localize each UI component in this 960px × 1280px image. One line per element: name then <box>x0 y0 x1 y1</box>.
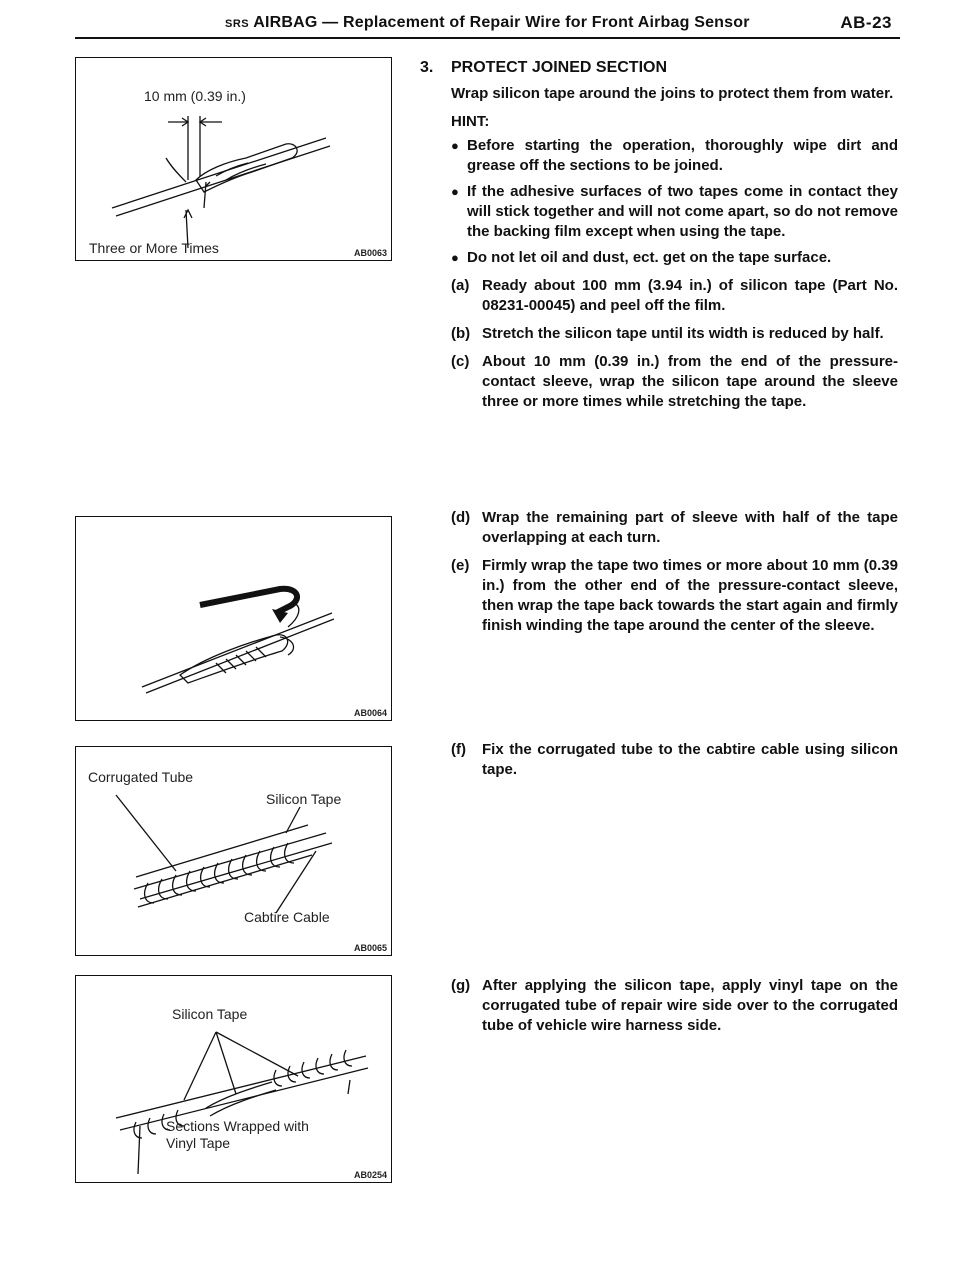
section-title: PROTECT JOINED SECTION <box>451 59 668 76</box>
figure-ab0254 <box>75 975 392 1183</box>
header-title <box>225 14 750 32</box>
times-label: Three or More Times <box>89 240 219 256</box>
step-tag: (b) <box>451 325 471 342</box>
figure-code: AB0063 <box>353 248 387 258</box>
vinyl-tape-label: Vinyl Tape <box>166 1135 231 1151</box>
hint-block <box>451 112 898 268</box>
header-srs: SRS <box>225 18 250 30</box>
figure-code: AB0065 <box>353 943 387 953</box>
page-number: AB-23 <box>840 13 892 32</box>
bullet-dot-icon: ● <box>451 184 459 199</box>
hint-item <box>451 136 898 176</box>
hint-text: Do not let oil and dust, ect. get on the tape surface. <box>467 249 832 266</box>
step-d <box>451 508 898 548</box>
hint-item <box>451 182 898 242</box>
step-b <box>451 324 898 344</box>
step-text: Firmly wrap the tape two times or more about 10 mm (0.39 in.) from the other end of the pressure-contact sleeve, then wrap the tape back towards the start again and firmly finish winding the tape around the center of the sleeve. <box>482 557 898 634</box>
silicon-tape-label: Silicon Tape <box>172 1006 248 1022</box>
step-c <box>451 352 898 412</box>
bullet-dot-icon: ● <box>451 250 459 265</box>
step-text: Fix the corrugated tube to the cabtire cable using silicon tape. <box>482 741 898 778</box>
step-f <box>451 740 898 780</box>
silicon-tape-label: Silicon Tape <box>266 791 342 807</box>
hint-label: HINT: <box>451 113 490 130</box>
instructions-part1 <box>420 58 898 412</box>
step-text: Wrap the remaining part of sleeve with half of the tape overlapping at each turn. <box>482 509 898 546</box>
sections-wrapped-label: Sections Wrapped with <box>166 1118 309 1134</box>
instructions-part3 <box>420 740 898 780</box>
step-tag: (f) <box>451 741 466 758</box>
step-text: Ready about 100 mm (3.94 in.) of silicon tape (Part No. 08231-00045) and peel off the film. <box>482 277 898 314</box>
section-heading <box>420 58 898 78</box>
step-text: About 10 mm (0.39 in.) from the end of the pressure-contact sleeve, wrap the silicon tape around the sleeve three or more times while stretching the tape. <box>482 353 898 410</box>
hint-text: Before starting the operation, thoroughly wipe dirt and grease off the sections to be joined. <box>467 137 898 174</box>
instructions-part2 <box>420 508 898 636</box>
section-number: 3. <box>420 59 434 76</box>
step-tag: (d) <box>451 509 471 526</box>
cabtire-cable-label: Cabtire Cable <box>244 909 330 925</box>
steps-a-c <box>451 276 898 412</box>
step-tag: (e) <box>451 557 470 574</box>
hint-item <box>451 248 898 268</box>
dimension-label: 10 mm (0.39 in.) <box>144 88 246 104</box>
figure-code: AB0064 <box>353 708 387 718</box>
figure-ab0064 <box>75 516 392 721</box>
tape-wrap-illustration <box>76 517 393 722</box>
instructions-part4 <box>420 976 898 1036</box>
header-title-text: AIRBAG — Replacement of Repair Wire for Front Airbag Sensor <box>253 14 750 31</box>
step-g <box>451 976 898 1036</box>
steps-f <box>451 740 898 780</box>
bullet-dot-icon: ● <box>451 138 459 153</box>
corrugated-tube-label: Corrugated Tube <box>88 769 194 785</box>
step-text: After applying the silicon tape, apply vinyl tape on the corrugated tube of repair wire side over to the corrugated tube of vehicle wire harness side. <box>482 977 898 1034</box>
section-intro: Wrap silicon tape around the joins to protect them from water. <box>451 85 894 102</box>
step-e <box>451 556 898 636</box>
hint-text: If the adhesive surfaces of two tapes come in contact they will stick together and will not come apart, so do not remove the backing film except when using the tape. <box>467 183 898 240</box>
figure-ab0063 <box>75 57 392 261</box>
step-tag: (c) <box>451 353 470 370</box>
page-header <box>75 10 900 38</box>
step-tag: (a) <box>451 277 470 294</box>
step-tag: (g) <box>451 977 471 994</box>
figure-code: AB0254 <box>353 1170 387 1180</box>
header-rule <box>75 37 900 39</box>
steps-d-e <box>451 508 898 636</box>
step-text: Stretch the silicon tape until its width is reduced by half. <box>482 325 884 342</box>
step-a <box>451 276 898 316</box>
steps-g <box>451 976 898 1036</box>
figure-ab0065 <box>75 746 392 956</box>
